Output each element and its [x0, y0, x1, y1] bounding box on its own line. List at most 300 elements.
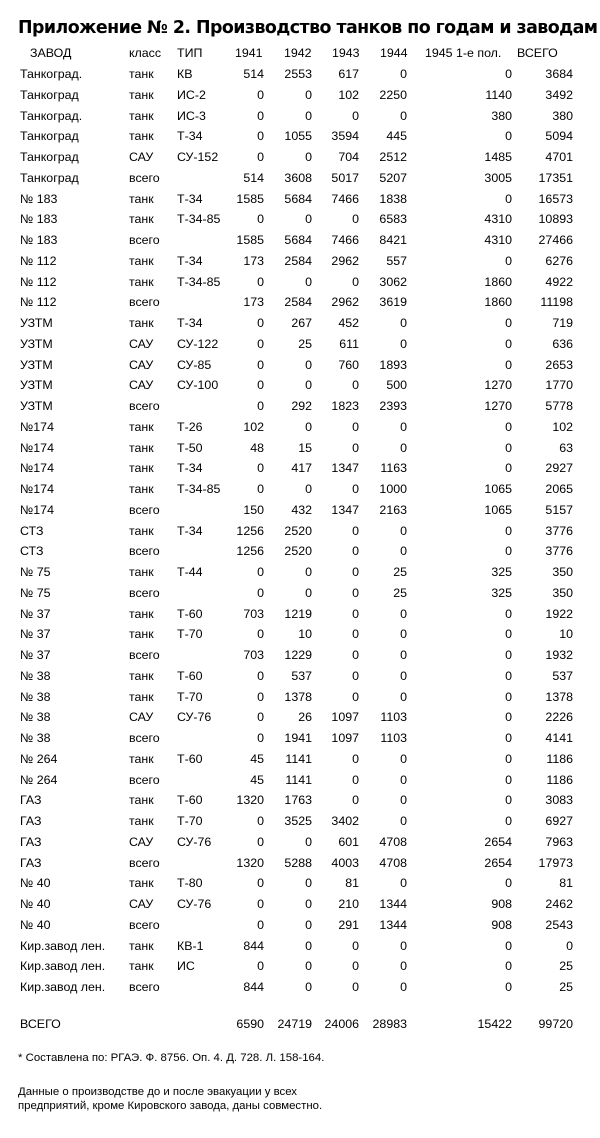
cell-total: 99720	[538, 1017, 573, 1031]
cell-1944: 0	[400, 876, 407, 891]
cell-1943: 1347	[331, 502, 359, 517]
cell-1941: 0	[257, 274, 264, 289]
cell-1945: 0	[505, 67, 512, 81]
cell-total: 1186	[546, 751, 573, 766]
cell-class: танк	[129, 668, 154, 683]
cell-1945: 0	[505, 357, 512, 372]
cell-class: всего	[129, 399, 160, 413]
cell-1945: 0	[505, 710, 512, 725]
cell-type: СУ-100	[177, 378, 219, 393]
cell-1942: 0	[305, 378, 312, 393]
table-row	[0, 770, 600, 791]
cell-1944: 0	[400, 689, 407, 704]
cell-1941: 173	[243, 295, 264, 310]
cell-1944: 0	[400, 793, 407, 808]
cell-plant: № 37	[20, 606, 51, 621]
cell-1942: 0	[305, 108, 312, 123]
cell-1941: 0	[257, 834, 264, 849]
cell-1941: 45	[250, 772, 264, 787]
cell-class: всего	[129, 170, 160, 185]
table-row	[0, 562, 600, 583]
cell-class: САУ	[129, 336, 154, 351]
cell-plant: № 183	[20, 212, 58, 227]
table-row	[0, 666, 600, 687]
cell-1943: 0	[352, 772, 359, 787]
cell-1945: 0	[505, 419, 512, 434]
table-row	[0, 272, 600, 293]
cell-1944: 1163	[380, 461, 407, 476]
cell-total: 10	[559, 627, 573, 642]
cell-1942: 26	[298, 710, 312, 725]
table-row	[0, 292, 600, 313]
cell-type: Т-26	[177, 419, 203, 434]
cell-1942: 0	[305, 87, 312, 102]
cell-1941: 0	[257, 87, 264, 102]
cell-1943: 0	[352, 668, 359, 683]
cell-type: ИС-3	[177, 108, 206, 123]
cell-1945: 0	[505, 793, 512, 808]
cell-type: Т-34	[177, 191, 203, 206]
cell-plant: СТЗ	[20, 544, 44, 559]
cell-1942: 25	[298, 336, 312, 351]
table-row	[0, 894, 600, 915]
cell-class: всего	[129, 917, 160, 932]
cell-1943: 1823	[331, 399, 359, 413]
cell-1943: 617	[338, 67, 359, 81]
table-row	[0, 334, 600, 355]
cell-plant: Танкоград.	[20, 67, 83, 81]
cell-1941: 0	[257, 357, 264, 372]
cell-1944: 0	[400, 751, 407, 766]
table-row	[0, 687, 600, 708]
cell-total: 537	[552, 668, 573, 683]
cell-total: 5094	[545, 129, 573, 144]
cell-type: Т-80	[177, 876, 203, 891]
cell-1944: 1344	[379, 897, 407, 911]
table-row	[0, 396, 600, 417]
table-row	[0, 251, 600, 272]
cell-1944: 8421	[379, 233, 407, 247]
cell-1942: 1055	[284, 129, 312, 144]
cell-1943: 210	[338, 897, 359, 911]
cell-1943: 0	[352, 440, 359, 455]
cell-1942: 0	[305, 876, 312, 891]
cell-1941: 0	[257, 129, 264, 144]
cell-plant: УЗТМ	[20, 336, 53, 351]
cell-1945: 15422	[477, 1017, 512, 1031]
cell-1941: 1585	[236, 233, 264, 247]
cell-1944: 500	[386, 378, 407, 393]
cell-plant: УЗТМ	[20, 357, 53, 372]
cell-1942: 1141	[285, 772, 312, 787]
header-class: класс	[129, 46, 162, 60]
cell-1943: 0	[352, 419, 359, 434]
table-row	[0, 873, 600, 894]
cell-type: Т-34	[177, 129, 203, 144]
cell-1945: 0	[505, 980, 512, 994]
cell-plant: № 112	[20, 253, 57, 268]
cell-1942: 0	[305, 274, 312, 289]
cell-1941: 1585	[236, 191, 264, 206]
cell-1943: 0	[352, 793, 359, 808]
table-row	[0, 458, 600, 479]
table-row	[0, 645, 600, 666]
cell-1943: 0	[352, 938, 359, 953]
table-row	[0, 832, 600, 853]
cell-plant: Танкоград	[20, 129, 79, 144]
cell-1941: 0	[257, 710, 264, 725]
table-row	[0, 355, 600, 376]
cell-1944: 2250	[379, 87, 407, 102]
cell-total: 3492	[545, 87, 573, 102]
cell-plant: № 38	[20, 731, 51, 745]
cell-1945: 1485	[484, 150, 512, 164]
cell-total: 25	[559, 980, 573, 994]
cell-class: танк	[129, 959, 154, 974]
cell-1942: 1378	[284, 689, 312, 704]
cell-1941: 844	[243, 980, 264, 994]
cell-1942: 537	[291, 668, 312, 683]
cell-type: Т-44	[177, 565, 203, 579]
footnote-source: * Составлена по: РГАЭ. Ф. 8756. Оп. 4. Д. 728. Л. 158-164.	[18, 1052, 325, 1064]
cell-total: 1922	[545, 606, 573, 621]
cell-1942: 2520	[284, 544, 312, 559]
cell-total: 3776	[545, 544, 573, 559]
cell-1941: 1256	[236, 523, 264, 538]
cell-total: 2065	[545, 482, 573, 496]
table-row	[0, 126, 600, 147]
cell-1943: 3594	[331, 129, 359, 144]
table-row	[0, 438, 600, 459]
cell-type: Т-34	[177, 523, 203, 538]
cell-1942: 417	[291, 461, 312, 476]
cell-type: Т-34	[177, 461, 203, 476]
cell-1945: 0	[505, 316, 512, 330]
cell-1943: 0	[352, 108, 359, 123]
cell-1941: 0	[257, 316, 264, 330]
cell-1945: 1270	[484, 378, 512, 393]
cell-type: Т-70	[177, 814, 203, 828]
cell-class: танк	[129, 793, 154, 808]
cell-1943: 4003	[331, 855, 359, 870]
cell-1944: 0	[400, 938, 407, 953]
cell-1944: 0	[400, 523, 407, 538]
cell-1944: 0	[400, 648, 407, 662]
cell-1944: 3062	[379, 274, 407, 289]
cell-plant: № 112	[20, 274, 57, 289]
cell-total: 27466	[538, 233, 573, 247]
cell-1945: 0	[505, 253, 512, 268]
cell-1943: 0	[352, 751, 359, 766]
table-header-row	[0, 43, 600, 64]
cell-class: всего	[129, 731, 160, 745]
cell-plant: ВСЕГО	[20, 1017, 61, 1031]
cell-1942: 0	[305, 565, 312, 579]
cell-total: 350	[552, 565, 573, 579]
cell-type: СУ-76	[177, 710, 212, 725]
cell-1943: 24006	[324, 1017, 359, 1031]
cell-1944: 5207	[379, 170, 407, 185]
cell-total: 2226	[545, 710, 573, 725]
cell-1943: 1097	[331, 731, 359, 745]
cell-class: танк	[129, 440, 154, 455]
cell-total: 2543	[545, 917, 573, 932]
table-row	[0, 147, 600, 168]
cell-plant: № 37	[20, 648, 51, 662]
table-row	[0, 541, 600, 562]
cell-1943: 0	[352, 959, 359, 974]
cell-plant: ГАЗ	[20, 793, 42, 808]
cell-class: танк	[129, 523, 154, 538]
cell-1945: 0	[505, 751, 512, 766]
cell-1941: 0	[257, 668, 264, 683]
cell-class: танк	[129, 876, 154, 891]
cell-1942: 5288	[284, 855, 312, 870]
cell-1945: 4310	[484, 212, 512, 227]
cell-1943: 0	[352, 627, 359, 642]
cell-1944: 0	[400, 67, 407, 81]
cell-1942: 292	[291, 399, 312, 413]
cell-type: Т-34	[177, 316, 203, 330]
cell-1944: 25	[393, 585, 407, 600]
cell-total: 4141	[545, 731, 573, 745]
cell-1943: 0	[352, 565, 359, 579]
cell-total: 4922	[545, 274, 573, 289]
cell-1942: 2520	[284, 523, 312, 538]
table-row	[0, 583, 600, 604]
cell-total: 350	[552, 585, 573, 600]
cell-1945: 0	[505, 938, 512, 953]
cell-1941: 0	[257, 150, 264, 164]
table-row	[0, 479, 600, 500]
cell-1941: 703	[243, 648, 264, 662]
cell-1942: 24719	[277, 1017, 312, 1031]
cell-1945: 1860	[484, 295, 512, 310]
cell-type: Т-60	[177, 793, 203, 808]
table-row	[0, 230, 600, 251]
cell-1944: 0	[400, 108, 407, 123]
cell-1945: 1065	[484, 482, 512, 496]
cell-plant: УЗТМ	[20, 378, 53, 393]
cell-1945: 0	[505, 129, 512, 144]
table-row	[0, 189, 600, 210]
table-row	[0, 728, 600, 749]
cell-1942: 5684	[284, 233, 312, 247]
cell-1942: 267	[291, 316, 312, 330]
cell-class: всего	[129, 980, 160, 994]
cell-1941: 0	[257, 585, 264, 600]
cell-1941: 0	[257, 212, 264, 227]
cell-1942: 0	[305, 980, 312, 994]
cell-type: Т-70	[177, 689, 203, 704]
cell-1943: 0	[352, 544, 359, 559]
table-row	[0, 604, 600, 625]
cell-class: всего	[129, 648, 160, 662]
cell-total: 63	[559, 440, 573, 455]
cell-1942: 0	[305, 357, 312, 372]
cell-total: 2462	[545, 897, 573, 911]
cell-1945: 0	[505, 648, 512, 662]
cell-class: танк	[129, 689, 154, 704]
cell-type: Т-60	[177, 668, 203, 683]
cell-1945: 908	[491, 917, 512, 932]
cell-class: танк	[129, 814, 154, 828]
cell-1945: 1065	[484, 502, 512, 517]
cell-1941: 1320	[236, 855, 264, 870]
cell-1941: 0	[257, 399, 264, 413]
cell-1944: 0	[400, 772, 407, 787]
cell-1943: 81	[345, 876, 359, 891]
cell-1943: 7466	[331, 233, 359, 247]
cell-total: 3776	[545, 523, 573, 538]
cell-1941: 0	[257, 917, 264, 932]
cell-1945: 380	[491, 108, 512, 123]
cell-1945: 0	[505, 461, 512, 476]
cell-plant: №174	[20, 502, 54, 517]
cell-1942: 2553	[284, 67, 312, 81]
cell-1942: 0	[305, 150, 312, 164]
cell-1943: 0	[352, 212, 359, 227]
cell-1943: 2962	[331, 253, 359, 268]
table-row	[0, 106, 600, 127]
cell-1944: 4708	[379, 855, 407, 870]
cell-plant: № 75	[20, 565, 51, 579]
cell-1945: 0	[505, 440, 512, 455]
cell-1945: 0	[505, 668, 512, 683]
cell-1945: 0	[505, 731, 512, 745]
header-1945: 1945 1-е пол.	[425, 46, 502, 60]
table-row	[0, 707, 600, 728]
cell-class: всего	[129, 585, 160, 600]
table-row	[0, 977, 600, 998]
table-row	[0, 313, 600, 334]
cell-total: 1770	[545, 378, 573, 393]
table-row	[0, 956, 600, 977]
cell-1943: 3402	[331, 814, 359, 828]
cell-class: танк	[129, 67, 154, 81]
table-row	[0, 853, 600, 874]
cell-class: САУ	[129, 710, 154, 725]
table-row	[0, 500, 600, 521]
cell-1942: 10	[298, 627, 312, 642]
cell-plant: №174	[20, 419, 54, 434]
cell-1945: 0	[505, 523, 512, 538]
cell-plant: № 40	[20, 876, 51, 891]
cell-1945: 0	[505, 627, 512, 642]
cell-1941: 0	[257, 689, 264, 704]
cell-type: ИС	[177, 959, 195, 974]
cell-total: 7963	[545, 834, 573, 849]
cell-plant: Танкоград	[20, 87, 79, 102]
table-row	[0, 915, 600, 936]
cell-type: СУ-152	[177, 150, 219, 164]
cell-plant: № 264	[20, 772, 58, 787]
cell-type: Т-34-85	[177, 274, 221, 289]
cell-1943: 704	[338, 150, 359, 164]
cell-1942: 432	[291, 502, 312, 517]
cell-plant: № 183	[20, 233, 58, 247]
table-row	[0, 168, 600, 189]
cell-1941: 0	[257, 897, 264, 911]
cell-1943: 0	[352, 378, 359, 393]
cell-class: танк	[129, 274, 154, 289]
cell-class: всего	[129, 502, 160, 517]
cell-class: танк	[129, 938, 154, 953]
cell-plant: ГАЗ	[20, 814, 42, 828]
cell-1944: 445	[386, 129, 407, 144]
cell-1944: 0	[400, 336, 407, 351]
cell-type: Т-60	[177, 606, 203, 621]
cell-plant: Кир.завод лен.	[20, 938, 106, 953]
table-row	[0, 375, 600, 396]
cell-1941: 1320	[236, 793, 264, 808]
cell-1944: 0	[400, 544, 407, 559]
cell-1944: 0	[400, 668, 407, 683]
cell-1943: 611	[339, 336, 359, 351]
cell-class: танк	[129, 751, 154, 766]
cell-1943: 0	[352, 689, 359, 704]
cell-total: 102	[552, 419, 573, 434]
cell-type: КВ-1	[177, 938, 204, 953]
cell-1944: 0	[400, 959, 407, 974]
table-row	[0, 64, 600, 85]
footnote-note: Данные о производстве до и после эвакуации у всех предприятий, кроме Кировского завода, даны совместно.	[18, 1086, 323, 1112]
cell-1943: 0	[352, 523, 359, 538]
cell-plant: № 75	[20, 585, 51, 600]
cell-total: 6927	[545, 814, 573, 828]
cell-plant: № 40	[20, 897, 51, 911]
cell-1942: 0	[305, 585, 312, 600]
cell-class: САУ	[129, 357, 154, 372]
cell-class: танк	[129, 108, 154, 123]
cell-total: 1932	[545, 648, 573, 662]
cell-1944: 0	[400, 980, 407, 994]
cell-1941: 703	[243, 606, 264, 621]
cell-plant: № 38	[20, 710, 51, 725]
cell-type: СУ-122	[177, 336, 219, 351]
cell-class: танк	[129, 87, 154, 102]
cell-1944: 1893	[379, 357, 407, 372]
cell-1945: 1860	[484, 274, 512, 289]
cell-class: танк	[129, 316, 154, 330]
cell-1942: 15	[298, 440, 312, 455]
cell-class: САУ	[129, 897, 154, 911]
cell-1945: 0	[505, 959, 512, 974]
cell-plant: ГАЗ	[20, 834, 42, 849]
cell-total: 636	[552, 336, 573, 351]
cell-1941: 0	[257, 461, 264, 476]
cell-total: 81	[559, 876, 573, 891]
cell-1941: 0	[257, 565, 264, 579]
cell-plant: № 38	[20, 689, 51, 704]
cell-1942: 3608	[284, 170, 312, 185]
cell-1944: 2163	[379, 502, 407, 517]
cell-1942: 1763	[284, 793, 312, 808]
cell-plant: Танкоград	[20, 170, 79, 185]
table-row	[0, 521, 600, 542]
cell-1942: 0	[305, 938, 312, 953]
cell-1945: 0	[505, 814, 512, 828]
cell-1945: 4310	[484, 233, 512, 247]
cell-type: СУ-85	[177, 357, 212, 372]
cell-plant: №174	[20, 461, 54, 476]
table-row	[0, 790, 600, 811]
cell-1943: 0	[352, 585, 359, 600]
header-1941: 1941	[235, 46, 263, 60]
cell-1941: 0	[257, 336, 264, 351]
cell-1941: 48	[250, 440, 264, 455]
cell-1943: 452	[338, 316, 359, 330]
